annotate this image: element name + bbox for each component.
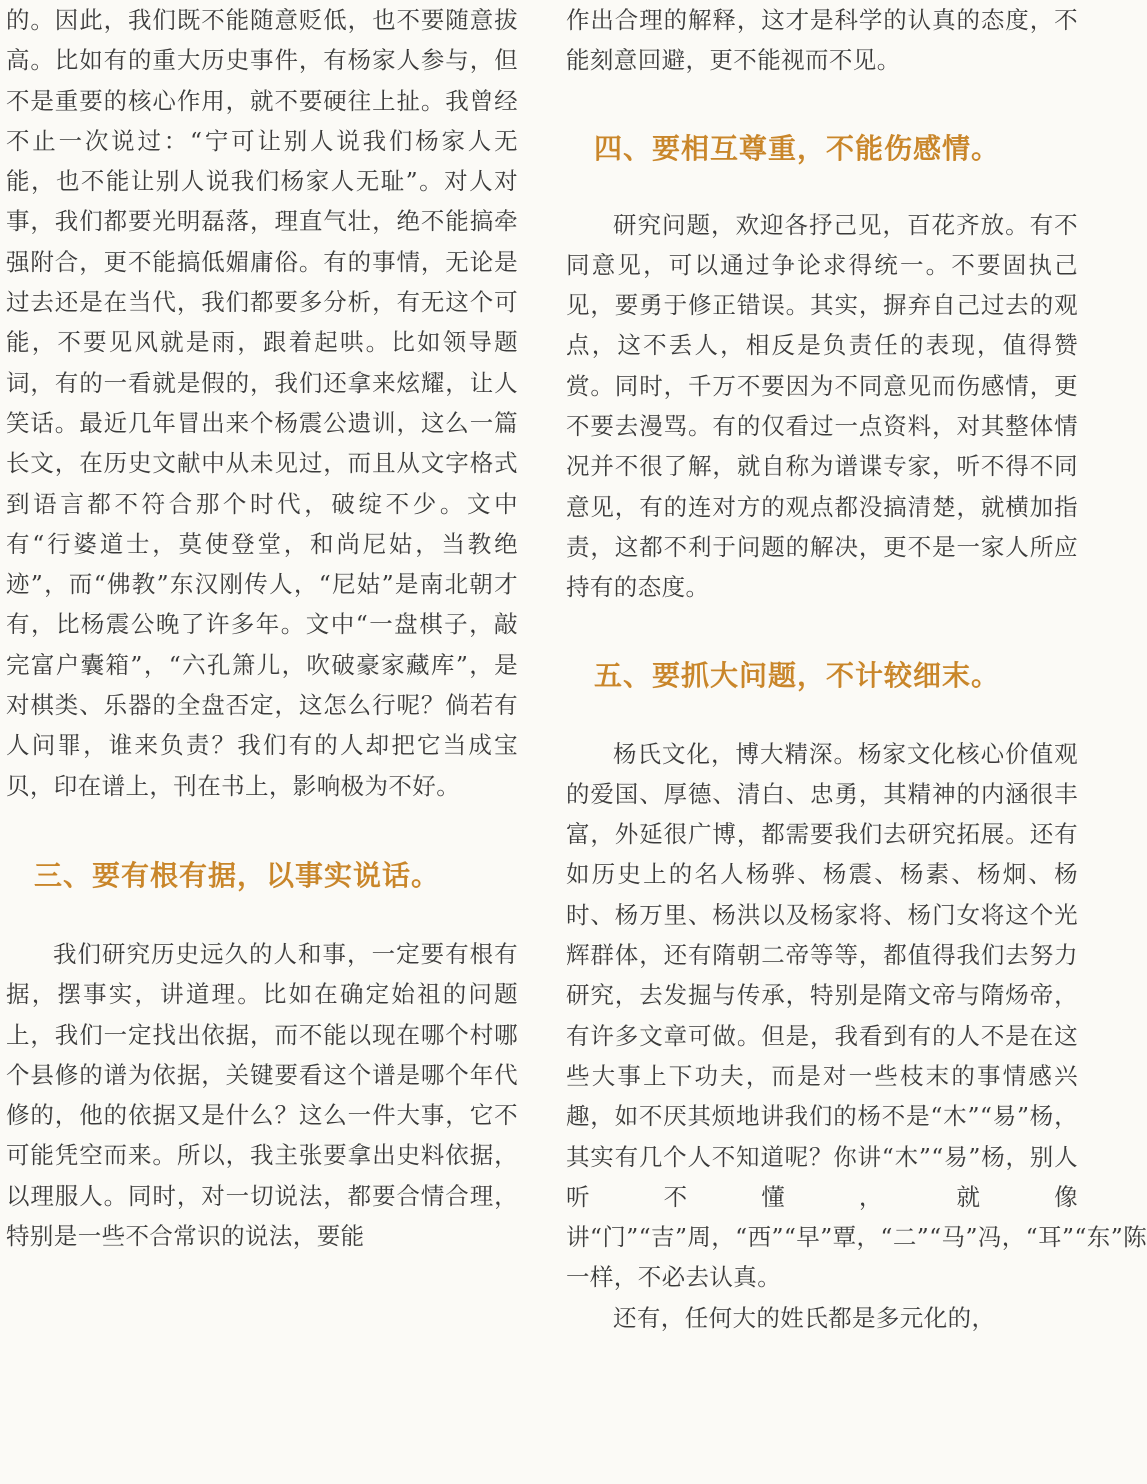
- section-heading-3: 三、要有根有据，以事实说话。: [34, 858, 441, 892]
- body-paragraph: 杨氏文化，博大精深。杨家文化核心价值观的爱国、厚德、清白、忠勇，其精神的内涵很丰富，外延很广博，都需要我们去研究拓展。还有如历史上的名人杨骅、杨震、杨素、杨炯、杨时、杨万里、杨洪以及杨家将、杨门女将这个光辉群体，还有隋朝二帝等等，都值得我们去努力研究，去发掘与传承，特别是隋文帝与隋炀帝，有许多文章可做。但是，我看到有的人不是在这些大事上下功夫，而是对一些枝末的事情感兴趣，如不厌其烦地讲我们的杨不是“木”“易”杨，其实有几个人不知道呢？你讲“木”“易”杨，别人听不懂，就像讲“门”“吉”周，“西”“早”覃，“二”“马”冯，“耳”“东”陈一样，不必去认真。: [566, 739, 1147, 1292]
- body-paragraph: 我们研究历史远久的人和事，一定要有根有据，摆事实，讲道理。比如在确定始祖的问题上，我们一定找出依据，而不能以现在哪个村哪个县修的谱为依据，关键要看这个谱是哪个年代修的，他的依据又是什么？这么一件大事，它不可能凭空而来。所以，我主张要拿出史料依据，以理服人。同时，对一切说法，都要合情合理，特别是一些不合常识的说法，要能: [6, 939, 518, 1251]
- body-paragraph: 还有，任何大的姓氏都是多元化的，: [613, 1303, 996, 1332]
- body-paragraph: 研究问题，欢迎各抒己见，百花齐放。有不同意见，可以通过争论求得统一。不要固执己见，要勇于修正错误。其实，摒弃自己过去的观点，这不丢人，相反是负责任的表现，值得赞赏。同时，千万不要因为不同意见而伤感情，更不要去漫骂。有的仅看过一点资料，对其整体情况并不很了解，就自称为谱谍专家，听不得不同意见，有的连对方的观点都没搞清楚，就横加指责，这都不利于问题的解决，更不是一家人所应持有的态度。: [566, 210, 1078, 602]
- section-heading-4: 四、要相互尊重，不能伤感情。: [594, 131, 1001, 165]
- body-paragraph: 的。因此，我们既不能随意贬低，也不要随意拔高。比如有的重大历史事件，有杨家人参与，但不是重要的核心作用，就不要硬往上扯。我曾经不止一次说过：“宁可让别人说我们杨家人无能，也不能让别人说我们杨家人无耻”。对人对事，我们都要光明磊落，理直气壮，绝不能搞牵强附合，更不能搞低媚庸俗。有的事情，无论是过去还是在当代，我们都要多分析，有无这个可能，不要见风就是雨，跟着起哄。比如领导题词，有的一看就是假的，我们还拿来炫耀，让人笑话。最近几年冒出来个杨震公遗训，这么一篇长文，在历史文献中从未见过，而且从文字格式到语言都不符合那个时代，破绽不少。文中有“行婆道士，莫使登堂，和尚尼姑，当教绝迹”，而“佛教”东汉刚传人，“尼姑”是南北朝才有，比杨震公晚了许多年。文中“一盘棋子，敲完富户囊箱”，“六孔箫儿，吹破豪家藏库”，是对棋类、乐器的全盘否定，这怎么行呢？倘若有人问罪，谁来负责？我们有的人却把它当成宝贝，印在谱上，刊在书上，影响极为不好。: [6, 6, 518, 800]
- right-column: [566, 0, 1147, 1338]
- body-paragraph: 作出合理的解释，这才是科学的认真的态度，不能刻意回避，更不能视而不见。: [566, 6, 1078, 75]
- section-heading-5: 五、要抓大问题，不计较细末。: [594, 658, 1001, 692]
- left-column: [6, 0, 518, 1256]
